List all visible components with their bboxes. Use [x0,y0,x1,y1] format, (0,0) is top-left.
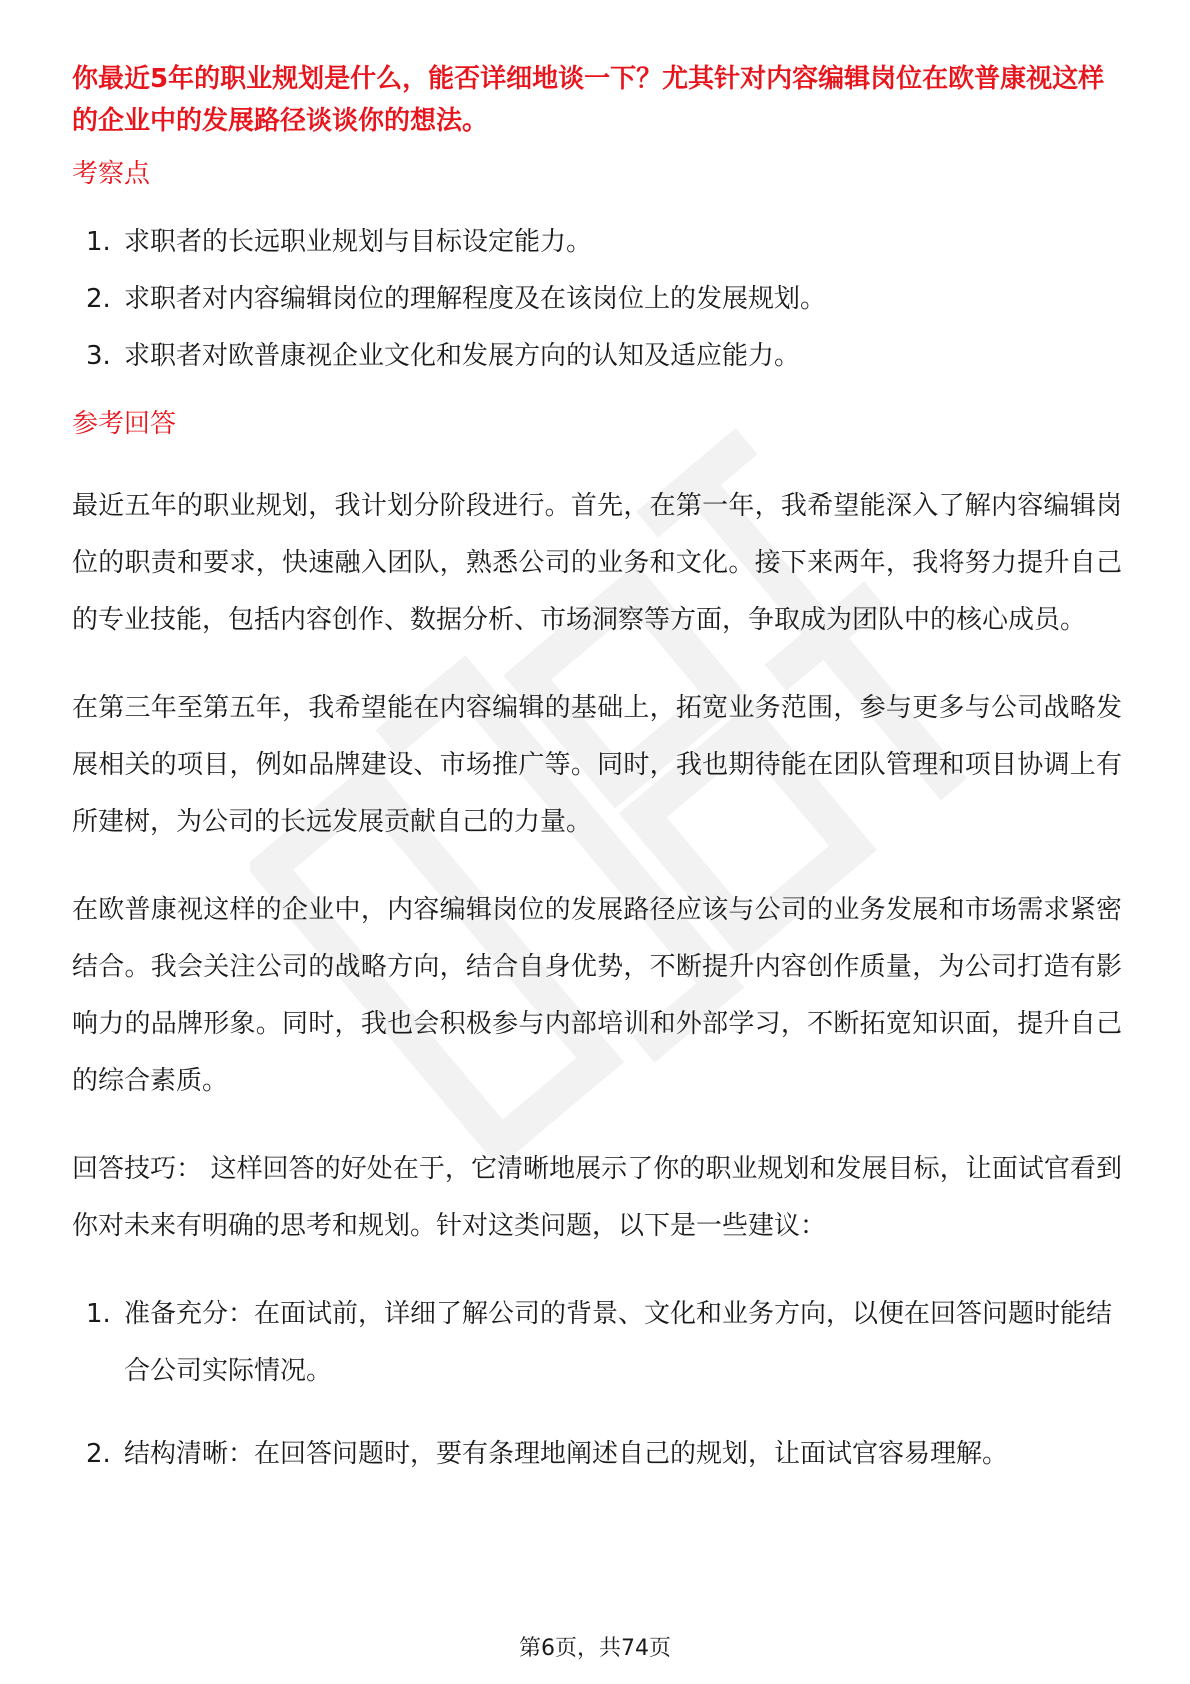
list-number: 1. [86,227,111,257]
list-item [72,1286,1122,1400]
page-footer: 第6页，共74页 [519,1636,671,1661]
list-item-text: 求职者对欧普康视企业文化和发展方向的认知及适应能力。 [124,341,801,371]
list-item-text: 求职者对内容编辑岗位的理解程度及在该岗位上的发展规划。 [124,284,827,314]
document-page [72,58,1122,1509]
list-item [72,220,1122,264]
list-number: 1. [86,1299,111,1329]
exam-points-title: 考察点 [72,159,151,189]
answer-paragraph: 最近五年的职业规划，我计划分阶段进行。首先，在第一年，我希望能深入了解内容编辑岗位的职责和要求，快速融入团队，熟悉公司的业务和文化。接下来两年，我将努力提升自己的专业技能，包括内容创作、数据分析、市场洞察等方面，争取成为团队中的核心成员。 [72,491,1122,635]
question-heading: 你最近5年的职业规划是什么，能否详细地谈一下？尤其针对内容编辑岗位在欧普康视这样的企业中的发展路径谈谈你的想法。 [72,64,1105,136]
answer-paragraph: 在第三年至第五年，我希望能在内容编辑的基础上，拓宽业务范围，参与更多与公司战略发展相关的项目，例如品牌建设、市场推广等。同时，我也期待能在团队管理和项目协调上有所建树，为公司的长远发展贡献自己的力量。 [72,693,1122,837]
list-number: 2. [86,1439,111,1469]
list-item [72,277,1122,321]
list-item-text: 结构清晰：在回答问题时，要有条理地阐述自己的规划，让面试官容易理解。 [124,1439,1009,1469]
answer-tips-paragraph: 回答技巧： 这样回答的好处在于，它清晰地展示了你的职业规划和发展目标，让面试官看到你对未来有明确的思考和规划。针对这类问题，以下是一些建议： [72,1154,1122,1241]
list-item-text: 求职者的长远职业规划与目标设定能力。 [124,227,593,257]
list-item-text: 准备充分：在面试前，详细了解公司的背景、文化和业务方向，以便在回答问题时能结合公司实际情况。 [124,1299,1113,1386]
tips-list [72,1286,1122,1483]
list-number: 3. [86,341,111,371]
exam-points-list [72,220,1122,378]
answer-paragraph: 在欧普康视这样的企业中，内容编辑岗位的发展路径应该与公司的业务发展和市场需求紧密结合。我会关注公司的战略方向，结合自身优势，不断提升内容创作质量，为公司打造有影响力的品牌形象。同时，我也会积极参与内部培训和外部学习，不断拓宽知识面，提升自己的综合素质。 [72,895,1122,1096]
list-number: 2. [86,284,111,314]
list-item [72,1426,1122,1483]
list-item [72,334,1122,378]
reference-answer-title: 参考回答 [72,409,177,439]
